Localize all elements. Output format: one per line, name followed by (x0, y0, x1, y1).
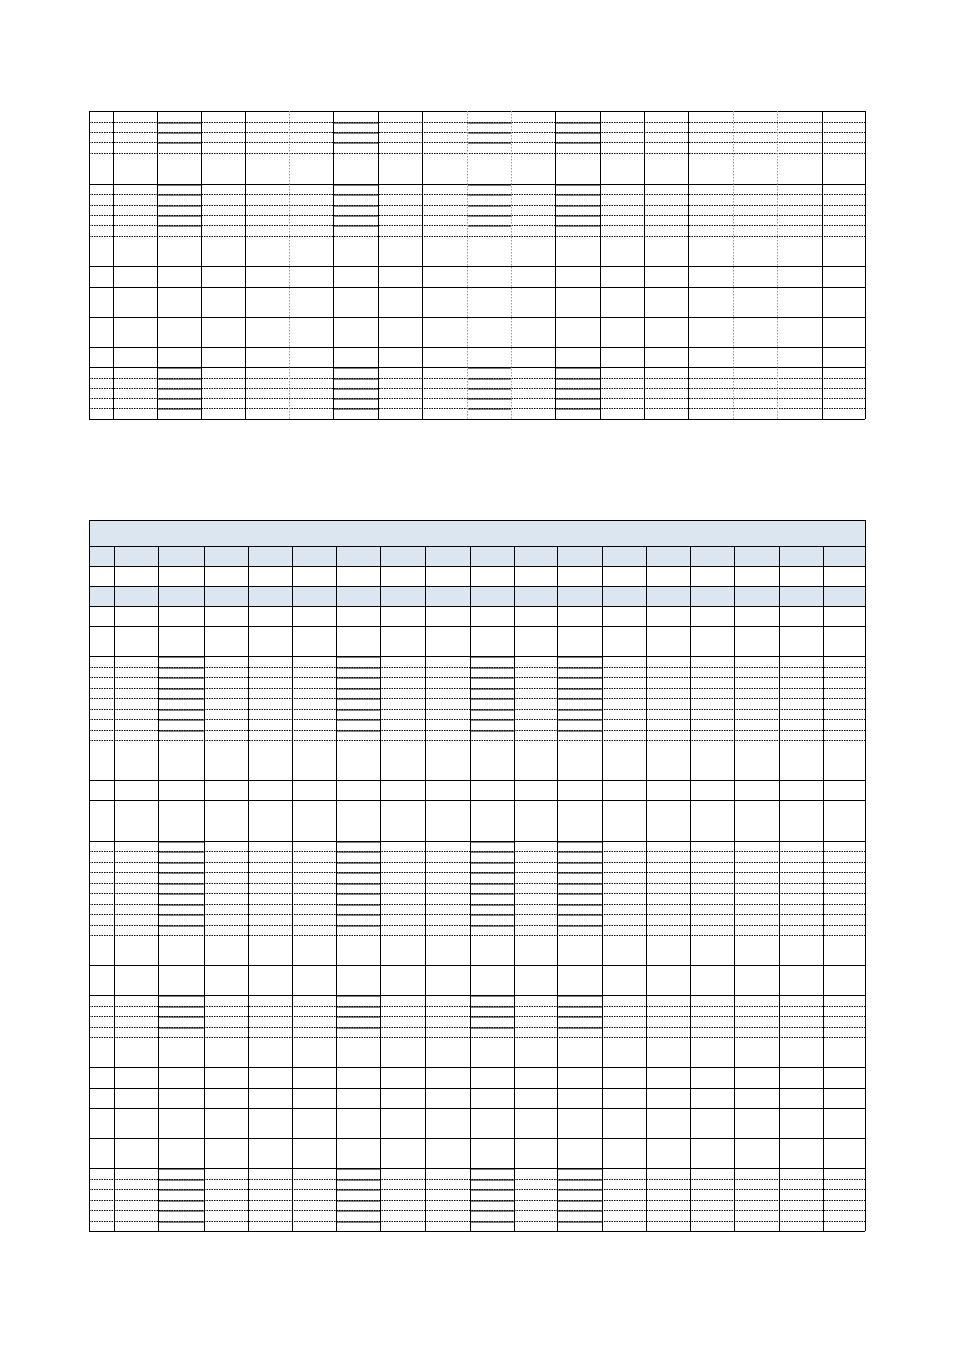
data-table-2 (89, 520, 865, 1243)
table-1-grid (89, 111, 865, 430)
header-row-fill (89, 520, 865, 546)
table-2-grid (89, 520, 865, 1243)
header-row-fill (89, 546, 865, 566)
header-row-fill (89, 586, 865, 606)
data-table-1 (89, 111, 865, 430)
